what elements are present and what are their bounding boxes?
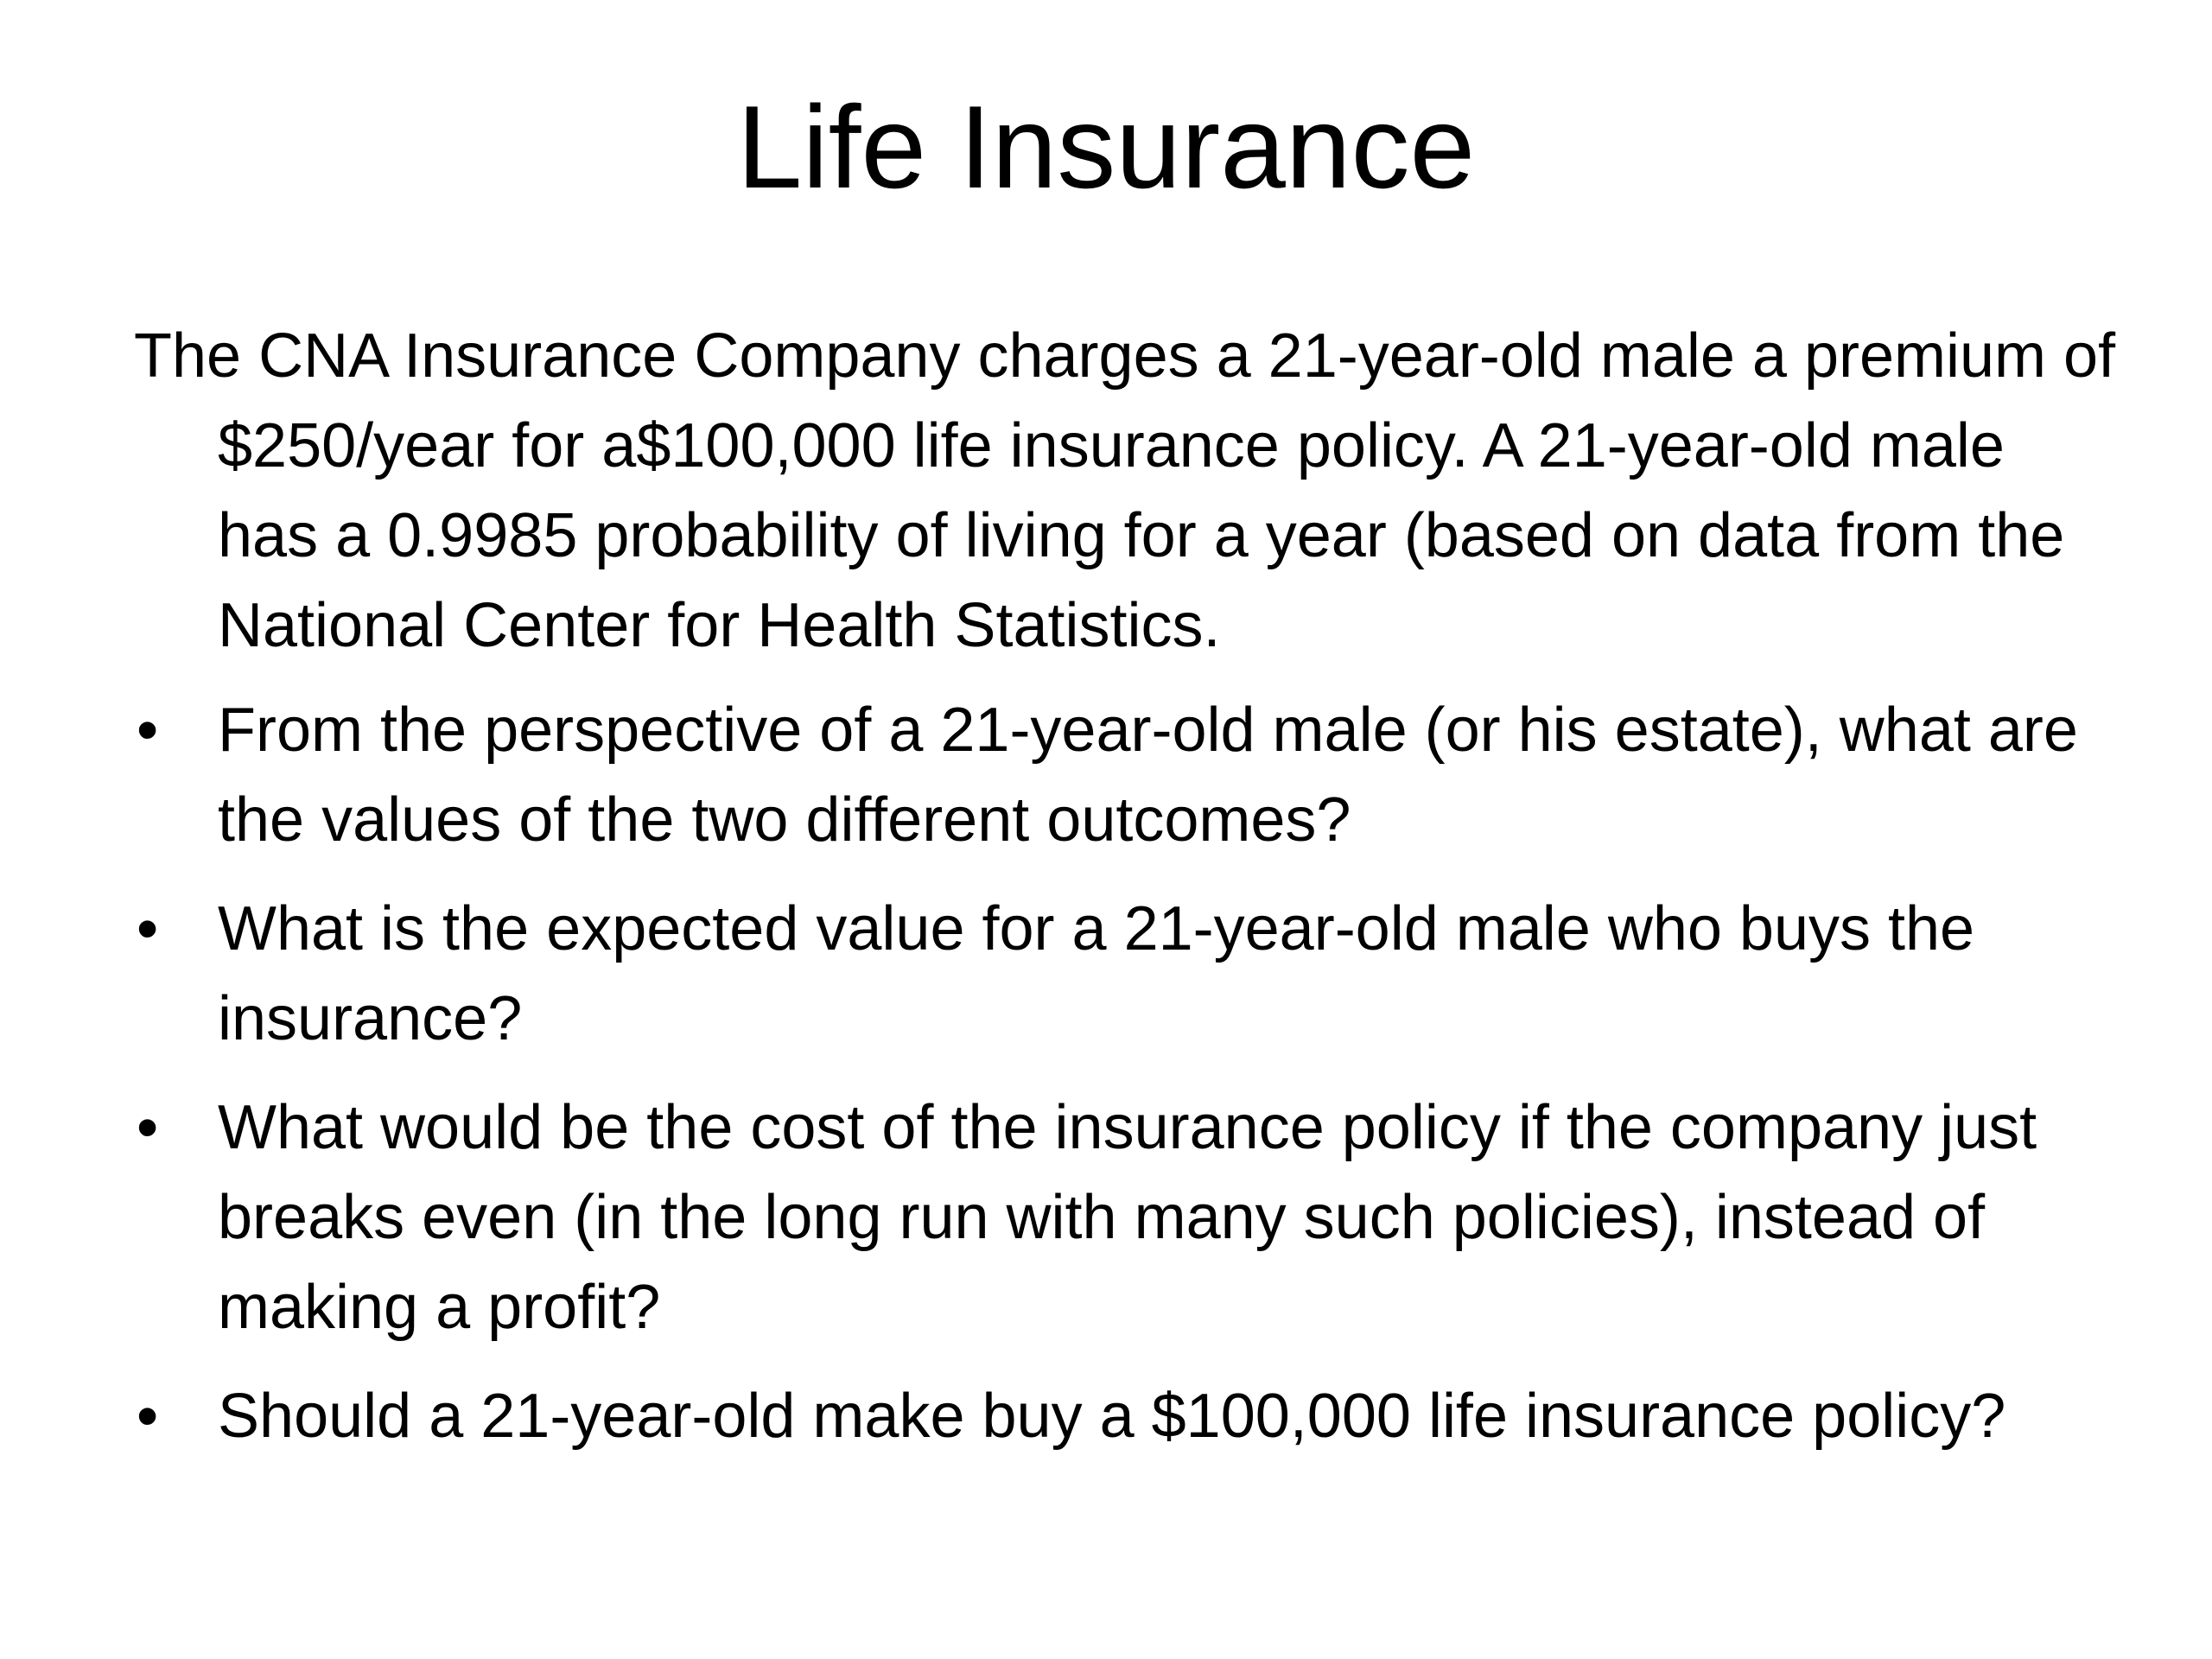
bullet-icon: • (137, 696, 159, 765)
list-item (134, 1371, 2121, 1461)
slide-title: Life Insurance (736, 81, 1476, 213)
slide-body (134, 311, 2121, 1461)
question-text: From the perspective of a 21-year-old male (or his estate), what are the values of the two different outcomes? (218, 696, 2078, 855)
question-text: What would be the cost of the insurance policy if the company just breaks even (in the long run with many such policies), instead of making a profit? (218, 1093, 2037, 1342)
intro-paragraph: The CNA Insurance Company charges a 21-year-old male a premium of $250/year for a$100,000 life insurance policy. A 21-year-old male has a 0.9985 probability of living for a year (based on data from the National Center for Health Statistics. (134, 321, 2116, 660)
bullet-icon: • (137, 894, 159, 963)
bullet-icon: • (137, 1093, 159, 1162)
list-item (134, 884, 2121, 1064)
question-list (134, 685, 2121, 1461)
question-text: Should a 21-year-old make buy a $100,000 life insurance policy? (218, 1382, 2006, 1451)
list-item (134, 685, 2121, 865)
question-text: What is the expected value for a 21-year-old male who buys the insurance? (218, 894, 1975, 1053)
list-item (134, 1083, 2121, 1352)
bullet-icon: • (137, 1382, 159, 1451)
